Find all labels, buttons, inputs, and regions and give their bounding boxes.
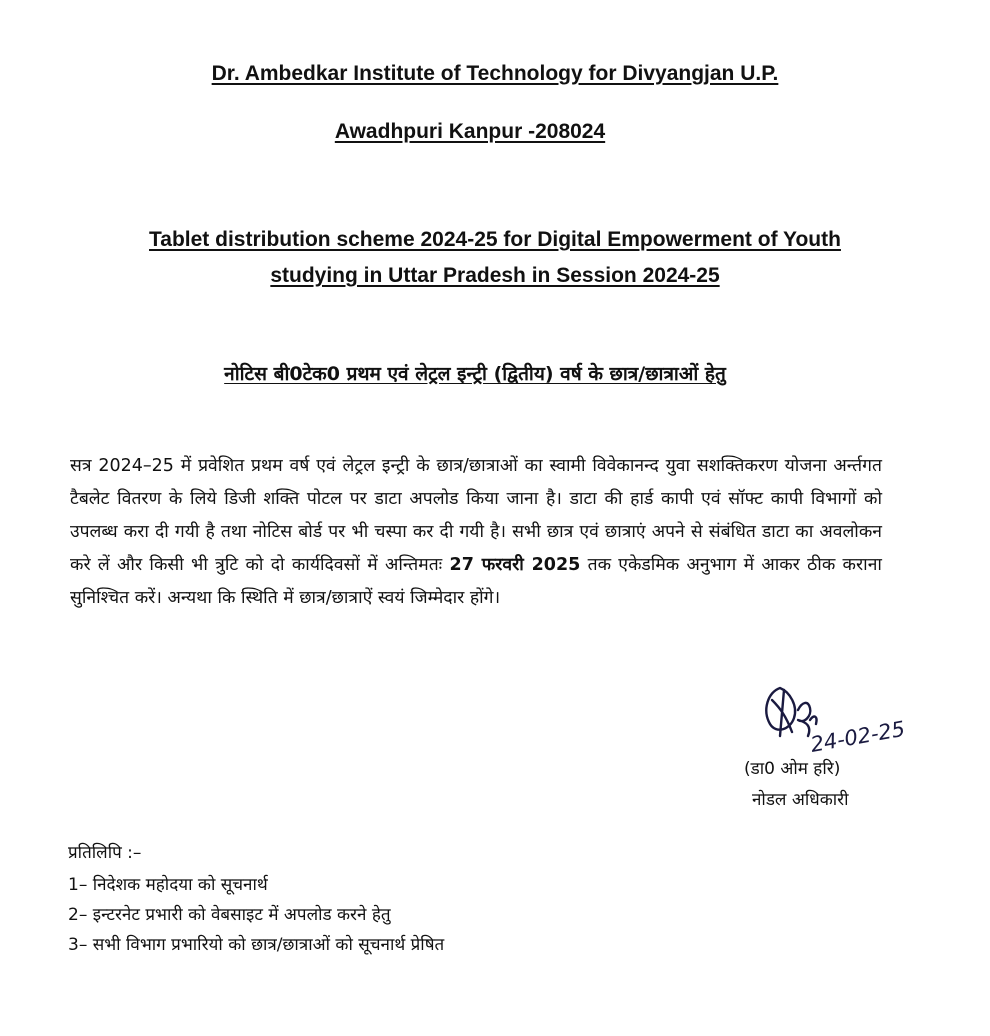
institute-name: Dr. Ambedkar Institute of Technology for Divyangjan U.P.: [211, 62, 779, 85]
signatory-designation: नोडल अधिकारी: [752, 790, 849, 810]
signature-date: 24-02-25: [808, 716, 907, 757]
handwritten-signature: [750, 680, 940, 760]
copy-to-list: [68, 870, 444, 960]
notice-title: नोटिस बी0टेक0 प्रथम एवं लेट्रल इन्ट्री (द्वितीय) वर्ष के छात्र/छात्राओं हेतु: [224, 363, 726, 385]
signatory-name: (डा0 ओम हरि): [744, 759, 841, 779]
notice-body-part-1: सत्र 2024–25 में प्रवेशित प्रथम वर्ष एवं लेट्रल इन्ट्री के छात्र/छात्राओं का स्वामी विवेकानन्द युवा सशक्तिकरण योजना अर्न्तगत टैबलेट वितरण के लिये डिजी शक्ति पोटल पर डाटा अपलोड किया जाना है। डाटा की हार्ड कापी एवं सॉफ्ट कापी विभागों को उपलब्ध करा दी गयी है तथा नोटिस बोर्ड पर भी चस्पा कर दी गयी है। सभी छात्र एवं छात्राएं अपने से संबंधित डाटा का अवलोकन करे लें और किसी भी त्रुटि को दो कार्यदिवसों में अन्तिमतः: [70, 456, 882, 575]
scheme-title-line-2: studying in Uttar Pradesh in Session 2024-25: [270, 264, 720, 287]
scheme-title: [95, 222, 895, 294]
copy-to-item: 2– इन्टरनेट प्रभारी को वेबसाइट में अपलोड करने हेतु: [68, 905, 391, 925]
notice-body: [70, 450, 882, 615]
institute-address: Awadhpuri Kanpur -208024: [334, 120, 606, 143]
copy-to-heading: प्रतिलिपि :–: [68, 843, 142, 863]
copy-to-item: 3– सभी विभाग प्रभारियो को छात्र/छात्राओं को सूचनार्थ प्रेषित: [68, 935, 445, 955]
notice-body-part-2: तक एकेडमिक अनुभाग में आकर ठीक कराना सुनिश्चित करें। अन्यथा कि स्थिति में छात्र/छात्राऐं स्वयं जिम्मेदार होंगे।: [70, 555, 882, 608]
copy-to-item: 1– निदेशक महोदया को सूचनार्थ: [68, 875, 268, 895]
notice-deadline-date: 27 फरवरी 2025: [449, 555, 581, 575]
scheme-title-line-1: Tablet distribution scheme 2024-25 for Digital Empowerment of Youth: [149, 228, 841, 251]
